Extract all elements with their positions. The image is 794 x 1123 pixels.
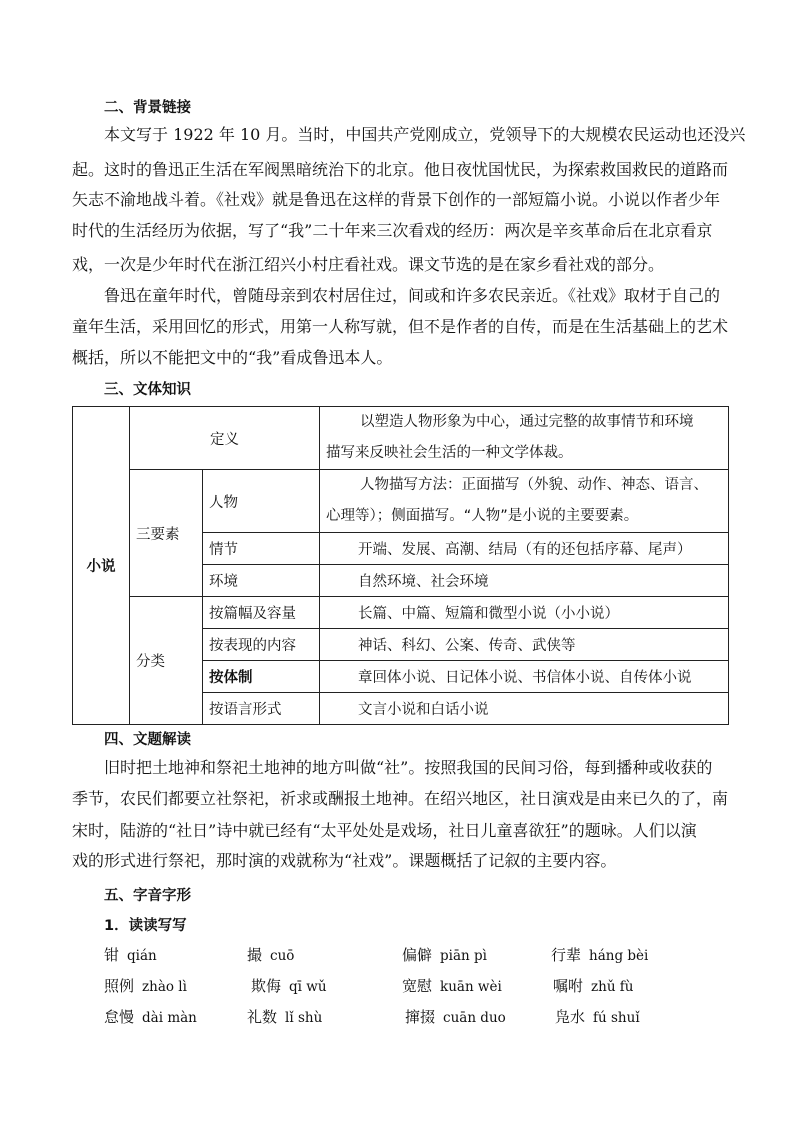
paragraph-line: 季节，农民们都要立社祭祀，祈求或酬报土地神。在绍兴地区，社日演戏是由来已久的了，南 bbox=[72, 789, 729, 808]
paragraph-line: 起。这时的鲁迅正生活在军阀黑暗统治下的北京。他日夜忧国忧民，为探索救国救民的道路而 bbox=[72, 160, 729, 179]
class-form-label: 按体制 bbox=[203, 661, 320, 693]
element-plot-text: 开端、发展、高潮、结局（有的还包括序幕、尾声） bbox=[320, 533, 729, 565]
paragraph-line: 矢志不渝地战斗着。《社戏》就是鲁迅在这样的背景下创作的一部短篇小说。小说以作者少年 bbox=[72, 190, 721, 209]
paragraph-line: 旧时把土地神和祭祀土地神的地方叫做“社”。按照我国的民间习俗，每到播种或收获的 bbox=[104, 758, 713, 777]
paragraph-line: 戏的形式进行祭祀，那时演的戏就称为“社戏”。课题概括了记叙的主要内容。 bbox=[72, 851, 617, 870]
word-item: 嘱咐 zhǔ fù bbox=[553, 977, 634, 995]
definition-label: 定义 bbox=[130, 407, 320, 470]
section-heading-background: 二、背景链接 bbox=[104, 100, 191, 116]
class-length-text: 长篇、中篇、短篇和微型小说（小小说） bbox=[320, 597, 729, 629]
element-person-text: 人物描写方法：正面描写（外貌、动作、神态、语言、 心理等）；侧面描写。“人物”是小说的主要要素。 bbox=[320, 470, 729, 533]
element-environment-label: 环境 bbox=[203, 565, 320, 597]
word-item: 撺掇 cuān duo bbox=[405, 1008, 506, 1026]
paragraph-line: 时代的生活经历为依据，写了“我”二十年来三次看戏的经历：两次是辛亥革命后在北京看京 bbox=[72, 221, 713, 240]
word-item: 宽慰 kuān wèi bbox=[402, 977, 502, 995]
section-heading-genre: 三、文体知识 bbox=[104, 382, 191, 398]
classification-label: 分类 bbox=[130, 597, 203, 725]
elements-label: 三要素 bbox=[130, 470, 203, 597]
genre-table bbox=[72, 406, 729, 725]
word-item: 欺侮 qī wǔ bbox=[251, 977, 327, 995]
word-item: 凫水 fú shuǐ bbox=[555, 1008, 640, 1026]
word-item: 礼数 lǐ shù bbox=[247, 1008, 323, 1026]
class-content-text: 神话、科幻、公案、传奇、武侠等 bbox=[320, 629, 729, 661]
word-item: 撮 cuō bbox=[247, 946, 295, 964]
class-length-label: 按篇幅及容量 bbox=[203, 597, 320, 629]
class-language-text: 文言小说和白话小说 bbox=[320, 693, 729, 725]
paragraph-line: 戏，一次是少年时代在浙江绍兴小村庄看社戏。课文节选的是在家乡看社戏的部分。 bbox=[72, 255, 665, 274]
paragraph-line: 宋时，陆游的“社日”诗中就已经有“太平处处是戏场，社日儿童喜欲狂”的题咏。人们以演 bbox=[72, 821, 697, 840]
table-root-cell: 小说 bbox=[73, 407, 130, 725]
word-item: 照例 zhào lì bbox=[104, 977, 187, 995]
class-language-label: 按语言形式 bbox=[203, 693, 320, 725]
subheading-read-write: 1．读读写写 bbox=[104, 918, 187, 934]
class-form-text: 章回体小说、日记体小说、书信体小说、自传体小说 bbox=[320, 661, 729, 693]
element-plot-label: 情节 bbox=[203, 533, 320, 565]
paragraph-line: 鲁迅在童年时代，曾随母亲到农村居住过，间或和许多农民亲近。《社戏》取材于自己的 bbox=[104, 286, 721, 305]
element-environment-text: 自然环境、社会环境 bbox=[320, 565, 729, 597]
word-item: 偏僻 piān pì bbox=[402, 946, 487, 964]
paragraph-line: 概括，所以不能把文中的“我”看成鲁迅本人。 bbox=[72, 348, 393, 367]
paragraph-line: 本文写于 1922 年 10 月。当时，中国共产党刚成立，党领导下的大规模农民运动也还没兴 bbox=[104, 125, 746, 144]
element-person-label: 人物 bbox=[203, 470, 320, 533]
word-item: 怠慢 dài màn bbox=[104, 1008, 197, 1026]
word-item: 钳 qián bbox=[104, 946, 157, 964]
section-heading-pronunciation: 五、字音字形 bbox=[104, 888, 191, 904]
section-heading-title: 四、文题解读 bbox=[104, 732, 191, 748]
paragraph-line: 童年生活，采用回忆的形式，用第一人称写就，但不是作者的自传，而是在生活基础上的艺术 bbox=[72, 317, 729, 336]
word-item: 行辈 háng bèi bbox=[551, 946, 649, 964]
definition-text: 以塑造人物形象为中心，通过完整的故事情节和环境 描写来反映社会生活的一种文学体裁。 bbox=[320, 407, 729, 470]
class-content-label: 按表现的内容 bbox=[203, 629, 320, 661]
